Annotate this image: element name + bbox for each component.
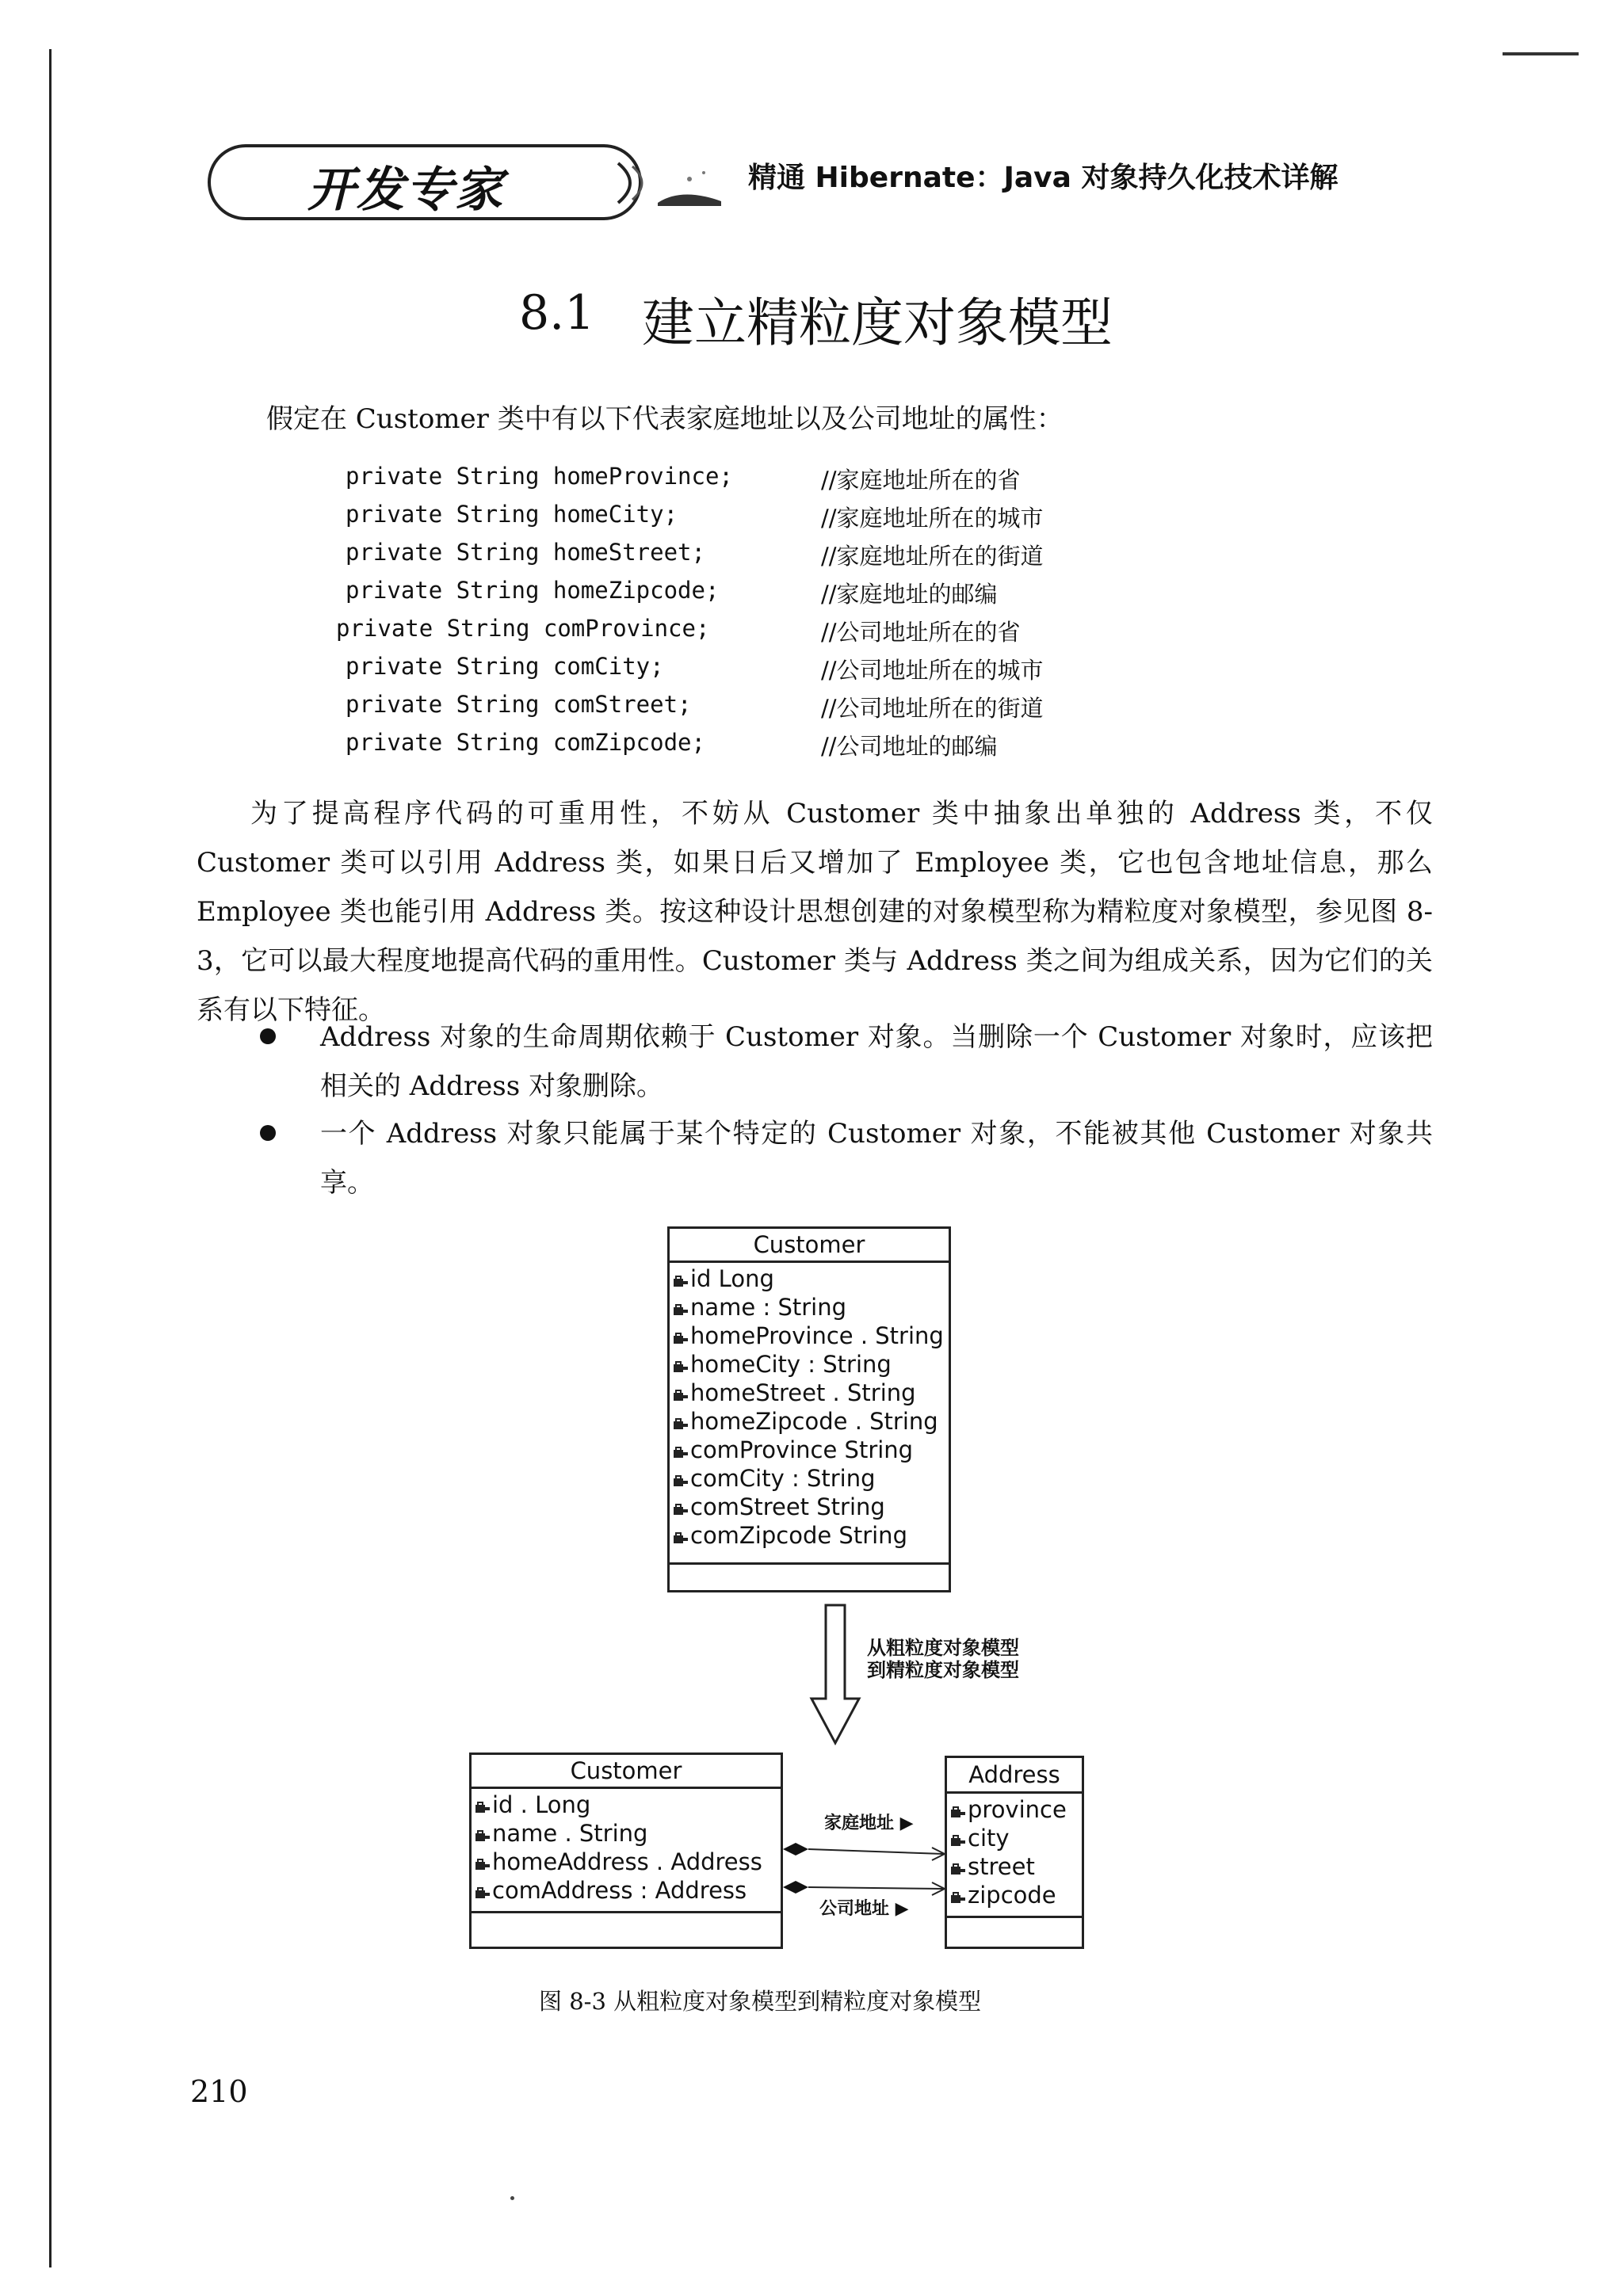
- field-icon: [673, 1331, 689, 1345]
- code-line: [346, 539, 1138, 577]
- code-text: private String comStreet;: [346, 691, 692, 718]
- uml-attribute-text: street: [968, 1853, 1035, 1880]
- uml-attribute: [475, 1819, 777, 1848]
- field-icon: [950, 1833, 966, 1848]
- bullet-dot: [260, 1028, 276, 1044]
- uml-methods-compartment: [947, 1916, 1082, 1950]
- header-badge-text: 开发专家: [307, 162, 504, 218]
- bullet-item: 一个 Address 对象只能属于某个特定的 Customer 对象，不能被其他 Customer 对象共享。: [320, 1118, 1433, 1199]
- uml-class-name: Address: [947, 1758, 1082, 1794]
- body-paragraph: 为了提高程序代码的可重用性，不妨从 Customer 类中抽象出单独的 Address 类，不仅 Customer 类可以引用 Address 类，如果日后又增加了 Employee 类，它也包含地址信息，那么 Employee 类也能引用 Address 类。按这种设计思想创建的对象模型称为精粒度对象模型，参见图 8-3，它可以最大程度地提高代码的重用性。Customer 类与 Address 类之间为组成关系，因为它们的关系有以下特征。: [197, 798, 1433, 1026]
- field-icon: [950, 1862, 966, 1876]
- uml-attribute-text: id Long: [690, 1265, 774, 1292]
- uml-attribute: [475, 1848, 777, 1876]
- uml-attribute-list: [670, 1263, 949, 1562]
- uml-attribute-text: homeCity : String: [690, 1351, 892, 1378]
- field-icon: [673, 1531, 689, 1545]
- company-address-label: 公司地址 ▶: [819, 1899, 909, 1919]
- intro-text: 假定在 Customer 类中有以下代表家庭地址以及公司地址的属性：: [266, 403, 1064, 435]
- uml-attribute: [673, 1407, 945, 1436]
- code-comment: //公司地址所在的城市: [821, 657, 1044, 684]
- uml-attribute: [950, 1881, 1079, 1909]
- transformation-label: [867, 1637, 1019, 1681]
- code-line: [346, 463, 1138, 501]
- top-right-rule: [1503, 52, 1579, 55]
- uml-attribute-list: [472, 1789, 781, 1911]
- uml-attribute: [475, 1791, 777, 1819]
- field-icon: [673, 1360, 689, 1374]
- uml-attribute-text: name . String: [492, 1820, 648, 1847]
- uml-attribute: [673, 1436, 945, 1464]
- company-address-connector: [783, 1881, 945, 1895]
- code-comment: //家庭地址的邮编: [821, 581, 998, 608]
- print-speck: [510, 2196, 514, 2200]
- uml-attribute: [673, 1264, 945, 1293]
- code-text: private String comCity;: [346, 653, 664, 680]
- transformation-label-line: 从粗粒度对象模型: [867, 1637, 1019, 1659]
- field-icon: [475, 1800, 491, 1814]
- page-number: 210: [190, 2074, 248, 2109]
- code-comment: //公司地址所在的省: [821, 619, 1021, 646]
- uml-attribute: [950, 1824, 1079, 1852]
- field-icon: [475, 1857, 491, 1871]
- code-text: private String homeProvince;: [346, 463, 733, 490]
- field-icon: [950, 1805, 966, 1819]
- field-icon: [475, 1829, 491, 1843]
- code-line: [336, 615, 1138, 653]
- transformation-label-line: 到精粒度对象模型: [867, 1659, 1019, 1681]
- field-icon: [673, 1502, 689, 1516]
- code-line: [346, 691, 1138, 729]
- uml-attribute-text: zipcode: [968, 1882, 1056, 1909]
- code-text: private String comZipcode;: [346, 729, 705, 756]
- code-line: [346, 653, 1138, 691]
- uml-attribute-text: homeProvince . String: [690, 1322, 944, 1349]
- code-line: [346, 729, 1138, 767]
- uml-class-name: Customer: [472, 1755, 781, 1789]
- bullet-dot: [260, 1125, 276, 1141]
- home-address-label: 家庭地址 ▶: [824, 1814, 914, 1833]
- code-comment: //家庭地址所在的街道: [821, 543, 1044, 570]
- field-icon: [673, 1445, 689, 1459]
- bullet-item: Address 对象的生命周期依赖于 Customer 对象。当删除一个 Customer 对象时，应该把相关的 Address 对象删除。: [320, 1021, 1433, 1102]
- uml-class-customer-fine: [469, 1753, 783, 1949]
- home-address-connector: [783, 1843, 945, 1860]
- code-text: private String homeStreet;: [346, 539, 705, 566]
- uml-attribute-text: comAddress : Address: [492, 1877, 747, 1904]
- section-title: 建立精粒度对象模型: [642, 292, 1113, 353]
- uml-attribute: [673, 1521, 945, 1550]
- uml-attribute-text: province: [968, 1796, 1067, 1823]
- uml-attribute: [950, 1795, 1079, 1824]
- section-number: 8.1: [519, 285, 595, 341]
- uml-attribute-text: comStreet String: [690, 1493, 885, 1520]
- code-line: [346, 501, 1138, 539]
- uml-methods-compartment: [472, 1911, 781, 1950]
- uml-attribute: [673, 1322, 945, 1350]
- code-comment: //家庭地址所在的省: [821, 467, 1021, 494]
- code-comment: //公司地址的邮编: [821, 733, 998, 760]
- uml-attribute-text: comZipcode String: [690, 1522, 907, 1549]
- code-comment: //公司地址所在的街道: [821, 695, 1044, 722]
- composition-diamond-icon: [783, 1843, 808, 1855]
- field-icon: [673, 1388, 689, 1402]
- figure-caption: 图 8-3 从粗粒度对象模型到精粒度对象模型: [539, 1988, 982, 2015]
- uml-attribute-text: id . Long: [492, 1791, 591, 1818]
- uml-attribute: [673, 1379, 945, 1407]
- field-icon: [950, 1890, 966, 1905]
- uml-attribute-text: comProvince String: [690, 1436, 914, 1463]
- field-icon: [475, 1886, 491, 1900]
- uml-attribute-text: name : String: [690, 1294, 846, 1321]
- code-text: private String comProvince;: [336, 615, 710, 642]
- code-comment: //家庭地址所在的城市: [821, 505, 1044, 532]
- uml-attribute: [673, 1493, 945, 1521]
- code-line: [346, 577, 1138, 615]
- uml-attribute: [475, 1876, 777, 1905]
- uml-attribute: [950, 1852, 1079, 1881]
- code-block: [336, 463, 1138, 767]
- code-text: private String homeZipcode;: [346, 577, 720, 604]
- code-text: private String homeCity;: [346, 501, 678, 528]
- uml-class-customer-coarse: [667, 1226, 951, 1592]
- down-arrow-icon: [807, 1604, 864, 1746]
- uml-attribute-list: [947, 1794, 1082, 1916]
- field-icon: [673, 1474, 689, 1488]
- book-title: 精通 Hibernate：Java 对象持久化技术详解: [748, 162, 1338, 194]
- uml-attribute-text: homeAddress . Address: [492, 1848, 762, 1875]
- uml-attribute-text: homeZipcode . String: [690, 1408, 938, 1435]
- field-icon: [673, 1302, 689, 1317]
- uml-attribute: [673, 1464, 945, 1493]
- uml-attribute-text: homeStreet . String: [690, 1379, 916, 1406]
- uml-class-name: Customer: [670, 1229, 949, 1263]
- uml-attribute: [673, 1350, 945, 1379]
- uml-class-address: [945, 1756, 1084, 1949]
- uml-methods-compartment: [670, 1562, 949, 1596]
- field-icon: [673, 1417, 689, 1431]
- uml-attribute-text: comCity : String: [690, 1465, 876, 1492]
- uml-attribute-text: city: [968, 1825, 1010, 1852]
- uml-attribute: [673, 1293, 945, 1322]
- left-margin-rule: [49, 49, 52, 2267]
- field-icon: [673, 1274, 689, 1288]
- composition-diamond-icon: [783, 1881, 808, 1894]
- header-decoration-icon: [610, 155, 729, 211]
